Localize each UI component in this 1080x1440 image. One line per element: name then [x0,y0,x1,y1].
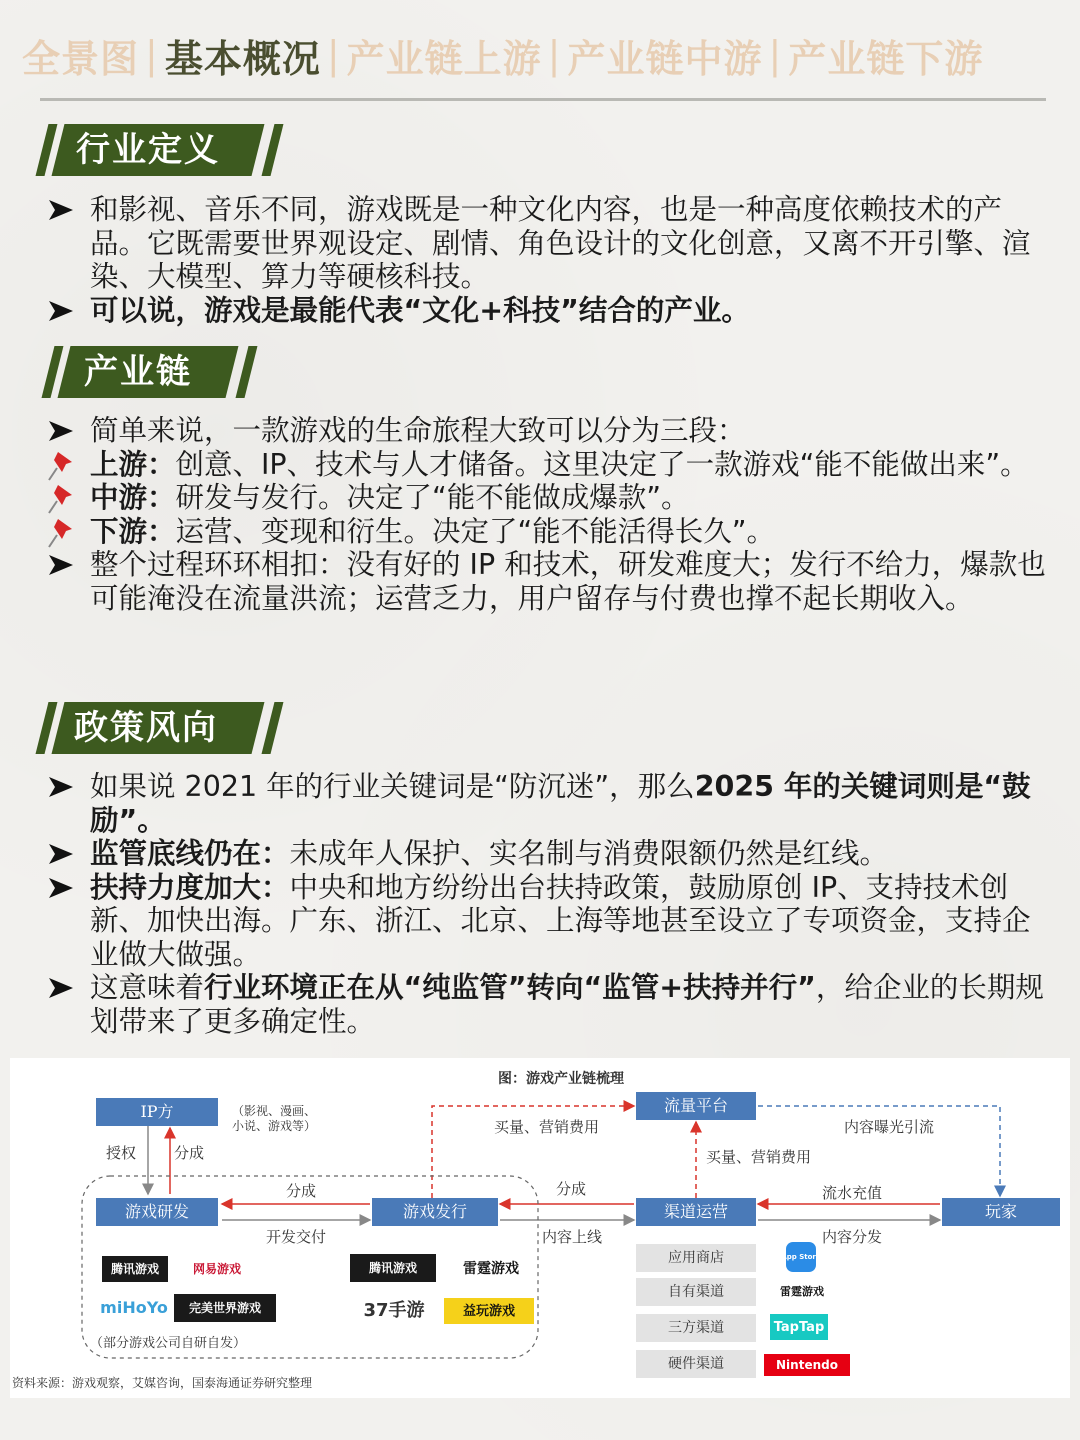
nav-separator: | [768,33,783,77]
arrowhead-bullet-icon [48,199,74,221]
nav-divider [40,98,1046,101]
node-channel: 渠道运营 [636,1198,756,1226]
pushpin-icon [46,517,76,549]
mihoyo-logo: miHoYo [100,1298,168,1317]
label-license: 授权 [106,1144,137,1162]
label-recharge: 流水充值 [822,1184,883,1202]
list-item [46,770,1050,837]
downstream-label: 下游： [90,514,176,548]
list-item-upstream [46,448,1050,482]
section-header-policy [36,702,260,754]
arrowhead-bullet-icon [48,554,74,576]
policy-text [46,770,1050,1038]
label-share: 分成 [174,1144,205,1162]
policy-p2-text: 未成年人保护、实名制与消费限额仍然是红线。 [289,837,889,870]
label-buy: 买量、营销费用 [494,1118,600,1136]
taptap-logo: TapTap [770,1314,828,1340]
definition-conclusion: 可以说，游戏是最能代表“文化+科技”结合的产业。 [90,293,750,327]
policy-p4-text-end: ，给企业的长期规划带来了更多确定性。 [90,971,1044,1038]
nav-tab-overview[interactable]: 全景图 [22,36,140,81]
list-item [46,294,1050,328]
tencent-games-logo: 腾讯游戏 [102,1256,168,1282]
section-header-definition [36,124,260,176]
tencent-games-logo: 腾讯游戏 [350,1254,436,1282]
channel-app-store: 应用商店 [636,1244,756,1272]
definition-paragraph: 和影视、音乐不同，游戏既是一种文化内容，也是一种高度依赖技术的产品。它既需要世界观设定、剧情、角色设计的文化创意，又离不开引擎、渲染、大模型、算力等硬核科技。 [90,193,1031,293]
policy-p1-text: 如果说 2021 年的行业关键词是“防沉迷”，那么 [90,770,695,803]
arrowhead-bullet-icon [48,300,74,322]
nav-tab-midstream[interactable]: 产业链中游 [567,36,763,81]
label-exposure: 内容曝光引流 [844,1118,935,1136]
nav-tab-downstream[interactable]: 产业链下游 [788,36,984,81]
app-store-logo: App Store [786,1242,816,1272]
list-item [46,548,1050,615]
channel-hardware: 硬件渠道 [636,1350,756,1378]
channel-third-party: 三方渠道 [636,1314,756,1342]
chain-intro: 简单来说，一款游戏的生命旅程大致可以分为三段： [90,414,746,447]
section-title: 政策风向 [74,708,218,748]
list-item [46,871,1050,972]
nav-separator: | [547,33,562,77]
channel-own: 自有渠道 [636,1278,756,1306]
nav-separator: | [145,33,159,77]
arrowhead-bullet-icon [48,977,74,999]
arrowhead-bullet-icon [48,776,74,798]
leiting-games-logo: 雷霆游戏 [780,1284,824,1298]
industry-chain-diagram [10,1058,1070,1398]
list-item [46,414,1050,448]
label-buy: 买量、营销费用 [706,1148,812,1166]
list-item-midstream [46,481,1050,515]
top-nav [22,30,1062,80]
pushpin-icon [46,450,76,482]
chain-outro: 整个过程环环相扣：没有好的 IP 和技术，研发难度大；发行不给力，爆款也可能淹没在流量洪流；运营乏力，用户留存与付费也撑不起长期收入。 [90,548,1046,615]
policy-p3-text: 中央和地方纷纷出台扶持政策，鼓励原创 IP、支持技术创新、加快出海。广东、浙江、北京、上海等地甚至设立了专项资金，支持企业做大做强。 [90,870,1031,971]
perfect-world-logo: 完美世界游戏 [174,1294,276,1322]
label-upload: 内容上线 [542,1228,603,1246]
netease-games-logo: 网易游戏 [192,1262,241,1276]
nav-separator: | [326,33,341,77]
upstream-label: 上游： [90,447,176,481]
policy-p1-emphasis: 2025 年的关键词则是“鼓励”。 [90,770,1031,837]
chain-text [46,414,1050,615]
upstream-text: 创意、IP、技术与人才储备。这里决定了一款游戏“能不能做出来”。 [175,447,1029,481]
yiwan-games-logo: 益玩游戏 [444,1298,534,1324]
nav-tab-basics[interactable]: 基本概况 [164,36,321,81]
label-share: 分成 [286,1182,317,1200]
section-header-chain [42,346,234,398]
downstream-text: 运营、变现和衍生。决定了“能不能活得长久”。 [175,514,776,548]
list-item [46,837,1050,871]
label-self-dev: （部分游戏公司自研自发） [90,1336,247,1351]
ip-note: （影视、漫画、小说、游戏等） [232,1104,317,1133]
node-ip: IP方 [96,1098,218,1126]
policy-p3-label: 扶持力度加大： [90,870,290,904]
list-item-downstream [46,515,1050,549]
policy-p4-emphasis: 行业环境正在从“纯监管”转向“监管+扶持并行” [204,971,816,1004]
label-distribute: 内容分发 [822,1228,883,1246]
nav-tab-upstream[interactable]: 产业链上游 [346,36,542,81]
node-traffic: 流量平台 [636,1092,756,1120]
node-dev: 游戏研发 [96,1198,218,1226]
arrowhead-bullet-icon [48,877,74,899]
leiting-games-logo: 雷霆游戏 [463,1261,519,1277]
list-item [46,971,1050,1038]
diagram-title: 图：游戏产业链梳理 [498,1071,624,1087]
node-publish: 游戏发行 [372,1198,498,1226]
definition-text [46,193,1050,327]
arrowhead-bullet-icon [48,420,74,442]
section-title: 行业定义 [76,130,220,170]
policy-p4-text: 这意味着 [90,971,205,1004]
label-share: 分成 [556,1180,587,1198]
section-title: 产业链 [84,352,192,392]
list-item [46,193,1050,294]
label-deliver: 开发交付 [266,1228,327,1246]
37-games-logo: 37手游 [363,1300,425,1321]
nintendo-logo: Nintendo [764,1354,850,1376]
policy-p2-label: 监管底线仍在： [90,837,290,870]
midstream-text: 研发与发行。决定了“能不能做成爆款”。 [175,481,690,514]
pushpin-icon [46,483,76,515]
source-note: 资料来源：游戏观察，艾媒咨询，国泰海通证券研究整理 [12,1376,313,1390]
node-player: 玩家 [942,1198,1060,1226]
midstream-label: 中游： [90,481,176,514]
arrowhead-bullet-icon [48,843,74,865]
